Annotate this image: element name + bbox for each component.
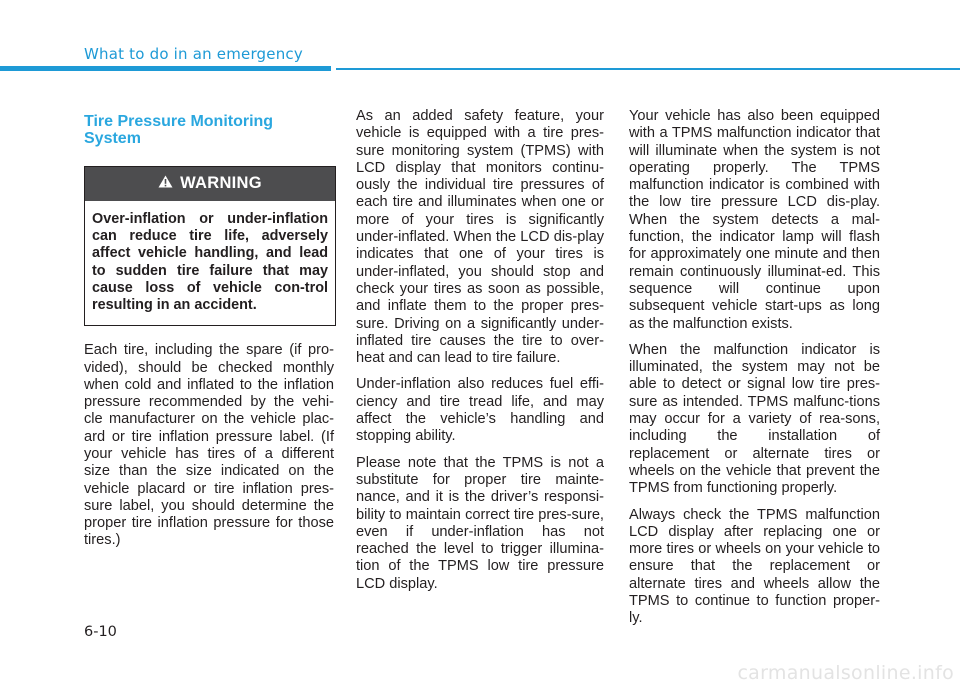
watermark: carmanualsonline.info: [737, 662, 954, 684]
column-1: [84, 108, 334, 559]
body-paragraph: Please note that the TPMS is not a substitute for proper tire mainte-nance, and it is the driver’s responsi-bility to maintain correct tire pres-sure, even if under-inflation has not reached the level to trigger illumina-tion of the TPMS low tire pressure LCD display.: [356, 454, 604, 592]
warning-label: WARNING: [180, 174, 262, 193]
body-paragraph: Each tire, including the spare (if pro-vided), should be checked monthly when cold and inflated to the inflation pressure recommended by the vehi-cle manufacturer on the vehicle plac-ard or tire inflation pressure label. (If your vehicle has tires of a different size than the size indicated on the vehicle placard or tire inflation pres-sure label, you should determine the proper tire inflation pressure for those tires.): [84, 342, 334, 549]
section-header: What to do in an emergency: [84, 45, 303, 63]
warning-header: [85, 167, 335, 201]
header-rule: [336, 68, 960, 70]
body-paragraph: Under-inflation also reduces fuel effi-ciency and tire tread life, and may affect the vehicle’s handling and stopping ability.: [356, 376, 604, 445]
column-2: [356, 108, 604, 602]
warning-triangle-icon: [158, 175, 180, 192]
section-title: Tire Pressure Monitoring System: [84, 113, 274, 147]
body-paragraph: Always check the TPMS malfunction LCD display after replacing one or more tires or wheels on your vehicle to ensure that the replacement or alternate tires and wheels allow the TPMS to continue to function proper-ly.: [629, 506, 880, 627]
warning-box: [84, 166, 336, 326]
body-paragraph: As an added safety feature, your vehicle is equipped with a tire pres-sure monitoring system (TPMS) with LCD display that monitors continu-ously the individual tire pressures of each tire and illuminates when one or more of your tires is significantly under-inflated. When the LCD dis-play indicates that one of your tires is under-inflated, you should stop and check your tires as soon as possible, and inflate them to the proper pres-sure. Driving on a significantly under-inflated tire causes the tire to over-heat and can lead to tire failure.: [356, 108, 604, 367]
body-paragraph: When the malfunction indicator is illuminated, the system may not be able to detect or signal low tire pres-sure as intended. TPMS malfunc-tions may occur for a variety of rea-sons, including the installation of replacement or alternate tires or wheels on the vehicle that prevent the TPMS from functioning properly.: [629, 341, 880, 497]
column-3: [629, 108, 880, 637]
page-number: 6-10: [84, 624, 117, 640]
header-bar: [0, 66, 331, 71]
body-paragraph: Your vehicle has also been equipped with a TPMS malfunction indicator that will illuminate when the system is not operating properly. The TPMS malfunction indicator is combined with the low tire pressure LCD dis-play. When the system detects a mal-function, the indicator lamp will flash for approximately one minute and then remain continuously illuminat-ed. This sequence will continue upon subsequent vehicle start-ups as long as the malfunction exists.: [629, 108, 880, 332]
warning-text: Over-inflation or under-inflation can reduce tire life, adversely affect vehicle handling, and lead to sudden tire failure that may cause loss of vehicle con-trol resulting in an accident.: [92, 211, 328, 314]
